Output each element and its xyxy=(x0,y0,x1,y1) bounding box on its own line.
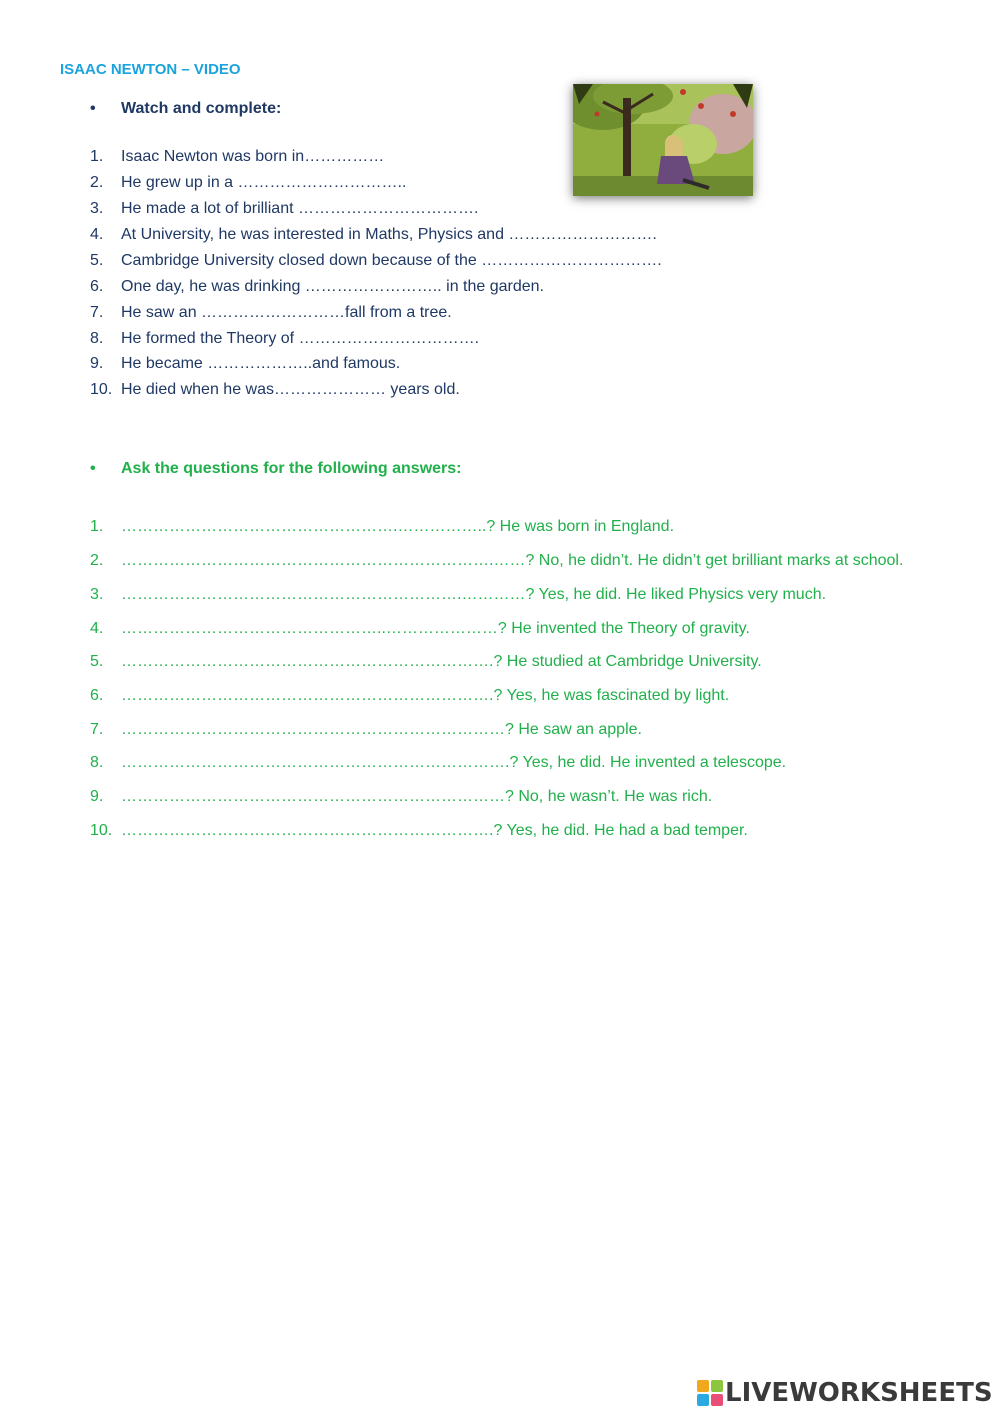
item-number: 8. xyxy=(90,754,104,771)
item-number: 3. xyxy=(90,586,104,603)
item-text: …………………………………………………………….? He studied at Cambridge University. xyxy=(121,653,762,670)
item-text: He saw an ………………………fall from a tree. xyxy=(121,304,452,321)
item-number: 9. xyxy=(90,355,104,372)
item-number: 1. xyxy=(90,148,104,165)
list-item xyxy=(90,754,786,772)
item-number: 8. xyxy=(90,330,104,347)
item-text: At University, he was interested in Maths, Physics and ………………………. xyxy=(121,226,657,243)
item-number: 10. xyxy=(90,822,113,839)
item-number: 10. xyxy=(90,381,113,398)
item-text: ……………………………………………………………….? Yes, he did. He invented a telescope. xyxy=(121,754,787,771)
list-item xyxy=(90,355,400,373)
item-number: 1. xyxy=(90,518,104,535)
item-text: ………………………………………………………………? No, he wasn’t. He was rich. xyxy=(121,788,713,805)
list-item xyxy=(90,620,750,638)
item-text: He made a lot of brilliant ……………………………. xyxy=(121,200,479,217)
item-number: 4. xyxy=(90,620,104,637)
item-number: 2. xyxy=(90,552,104,569)
item-number: 2. xyxy=(90,174,104,191)
list-item xyxy=(90,148,384,166)
section-1-heading-text: Watch and complete: xyxy=(121,100,282,117)
brand-name: LIVEWORKSHEETS xyxy=(725,1378,993,1408)
list-item xyxy=(90,174,406,192)
list-item xyxy=(90,330,479,348)
list-item xyxy=(90,381,460,399)
newton-tree-illustration xyxy=(573,84,753,196)
item-text: One day, he was drinking …………………….. in the garden. xyxy=(121,278,544,295)
list-item xyxy=(90,687,729,705)
item-text: ………………………………………………………………? He saw an apple. xyxy=(121,721,642,738)
list-item xyxy=(90,788,712,806)
list-item xyxy=(90,226,657,244)
list-item xyxy=(90,518,674,536)
bullet-icon: • xyxy=(90,100,96,117)
item-text: He became ………………..and famous. xyxy=(121,355,401,372)
item-number: 7. xyxy=(90,304,104,321)
worksheet-title: ISAAC NEWTON – VIDEO xyxy=(60,61,241,78)
list-item xyxy=(90,304,452,322)
list-item xyxy=(90,252,662,270)
item-text: …………………………………………………………….……? No, he didn’t. He didn’t get brilliant marks at school. xyxy=(121,552,904,569)
item-number: 9. xyxy=(90,788,104,805)
section-2-heading xyxy=(90,460,461,478)
item-text: …………………………………………………………….? Yes, he did. He had a bad temper. xyxy=(121,822,748,839)
liveworksheets-logo xyxy=(697,1378,993,1408)
item-number: 3. xyxy=(90,200,104,217)
item-number: 6. xyxy=(90,687,104,704)
item-text: …………………………………………………………….? Yes, he was fascinated by light. xyxy=(121,687,730,704)
item-text: …………………………………………..…………………? He invented the Theory of gravity. xyxy=(121,620,750,637)
list-item xyxy=(90,586,826,604)
list-item xyxy=(90,721,642,739)
item-number: 6. xyxy=(90,278,104,295)
list-item xyxy=(90,278,544,296)
item-text: He died when he was………………… years old. xyxy=(121,381,460,398)
item-text: He formed the Theory of ……………………………. xyxy=(121,330,480,347)
item-text: Cambridge University closed down because of the ……………………………. xyxy=(121,252,662,269)
item-number: 5. xyxy=(90,252,104,269)
item-text: Isaac Newton was born in…………… xyxy=(121,148,385,165)
item-text: ……………………………………………………….…………? Yes, he did. He liked Physics very much. xyxy=(121,586,827,603)
list-item xyxy=(90,552,903,570)
item-text: He grew up in a ………………………….. xyxy=(121,174,407,191)
item-number: 7. xyxy=(90,721,104,738)
list-item xyxy=(90,200,478,218)
bullet-icon: • xyxy=(90,460,96,477)
item-number: 5. xyxy=(90,653,104,670)
list-item xyxy=(90,653,762,671)
item-number: 4. xyxy=(90,226,104,243)
list-item xyxy=(90,822,748,840)
item-text: …………………………………………….……………..? He was born in England. xyxy=(121,518,675,535)
section-1-heading xyxy=(90,100,281,118)
section-2-heading-text: Ask the questions for the following answers: xyxy=(121,460,462,477)
liveworksheets-logo-icon xyxy=(697,1380,723,1406)
